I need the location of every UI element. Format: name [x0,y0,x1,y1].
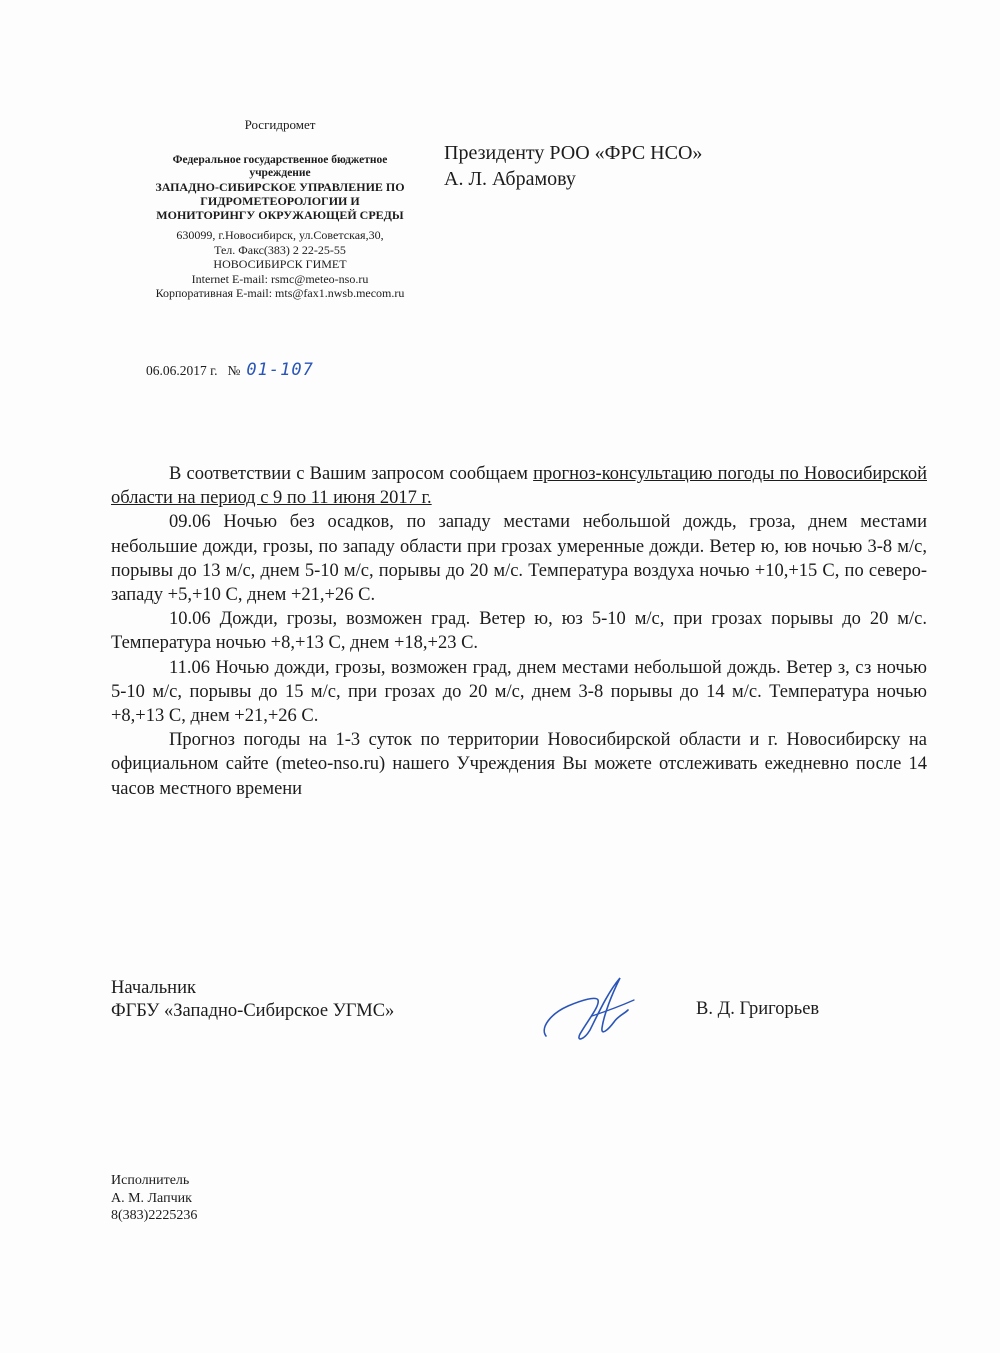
addressee-line1: Президенту РОО «ФРС НСО» [444,142,703,164]
date-number-line [146,360,314,380]
handwritten-number: 01-107 [246,360,314,380]
intro-text: В соответствии с Вашим запросом сообщаем [169,464,534,484]
closing-paragraph: Прогноз погоды на 1-3 суток по территории Новосибирской области и г. Новосибирску на официальном сайте (meteo-nso.ru) нашего Учреждения Вы можете отслеживать ежедневно после 14 часов местного времени [111,730,927,799]
handwritten-signature [538,970,648,1050]
org-telegraph: НОВОСИБИРСК ГИМЕТ [213,257,347,271]
org-type-line2: учреждение [249,167,311,179]
signer-position [111,977,394,1023]
executor-label: Исполнитель [111,1173,190,1188]
signer-name: В. Д. Григорьев [696,999,820,1019]
addressee [444,140,702,192]
executor-phone: 8(383)2225236 [111,1208,198,1223]
org-name-line3: МОНИТОРИНГУ ОКРУЖАЮЩЕЙ СРЕДЫ [156,208,404,222]
signer-position-line1: Начальник [111,978,196,998]
addressee-line2: А. Л. Абрамову [444,168,576,190]
org-corporate-email: Корпоративная E-mail: mts@fax1.nwsb.mecom.ru [155,286,405,300]
intro-paragraph [111,462,927,510]
forecast-day-1: 09.06 Ночью без осадков, по западу местами небольшой дождь, гроза, днем местами небольшие дожди, грозы, по западу области при грозах умеренные дожди. Ветер ю, юв ночью 3-8 м/с, порывы до 13 м/с, днем 5-10 м/с, порывы до 20 м/с. Температура воздуха ночью +10,+15 С, по северо-западу +5,+10 С, днем +21,+26 С. [111,512,927,606]
org-internet-email: Internet E-mail: rsmc@meteo-nso.ru [191,271,369,286]
executor-block [111,1172,197,1225]
org-address: 630099, г.Новосибирск, ул.Советская,30, [176,228,384,242]
forecast-day-2: 10.06 Дожди, грозы, возможен град. Ветер ю, юз 5-10 м/с, при грозах порывы до 20 м/с. Температура ночью +8,+13 С, днем +18,+23 С. [111,609,927,654]
letterhead [120,118,440,301]
letter-date: 06.06.2017 г. [146,363,218,378]
signer-position-line2: ФГБУ «Западно-Сибирское УГМС» [111,1001,395,1021]
intro-underlined-subject: прогноз-консультацию погоды по Новосибирской области на период с 9 по 11 июня 2017 г. [111,464,927,509]
org-phone-fax: Тел. Факс(383) 2 22-25-55 [214,242,346,257]
org-type-line1: Федеральное государственное бюджетное [172,154,388,166]
executor-name: А. М. Лапчик [111,1190,192,1206]
agency-name: Росгидромет [244,117,316,132]
letter-body [111,462,927,801]
org-contacts [120,228,440,301]
org-name-line2: ГИДРОМЕТЕОРОЛОГИИ И [200,194,360,208]
forecast-day-3: 11.06 Ночью дожди, грозы, возможен град, днем местами небольшой дождь. Ветер з, сз ночью 5-10 м/с, порывы до 15 м/с, при грозах до 20 м/с, днем 3-8 порывы до 14 м/с. Температура ночью +8,+13 С, днем +21,+26 С. [111,657,927,727]
number-sign: № [227,363,241,378]
org-name-line1: ЗАПАДНО-СИБИРСКОЕ УПРАВЛЕНИЕ ПО [155,180,405,194]
